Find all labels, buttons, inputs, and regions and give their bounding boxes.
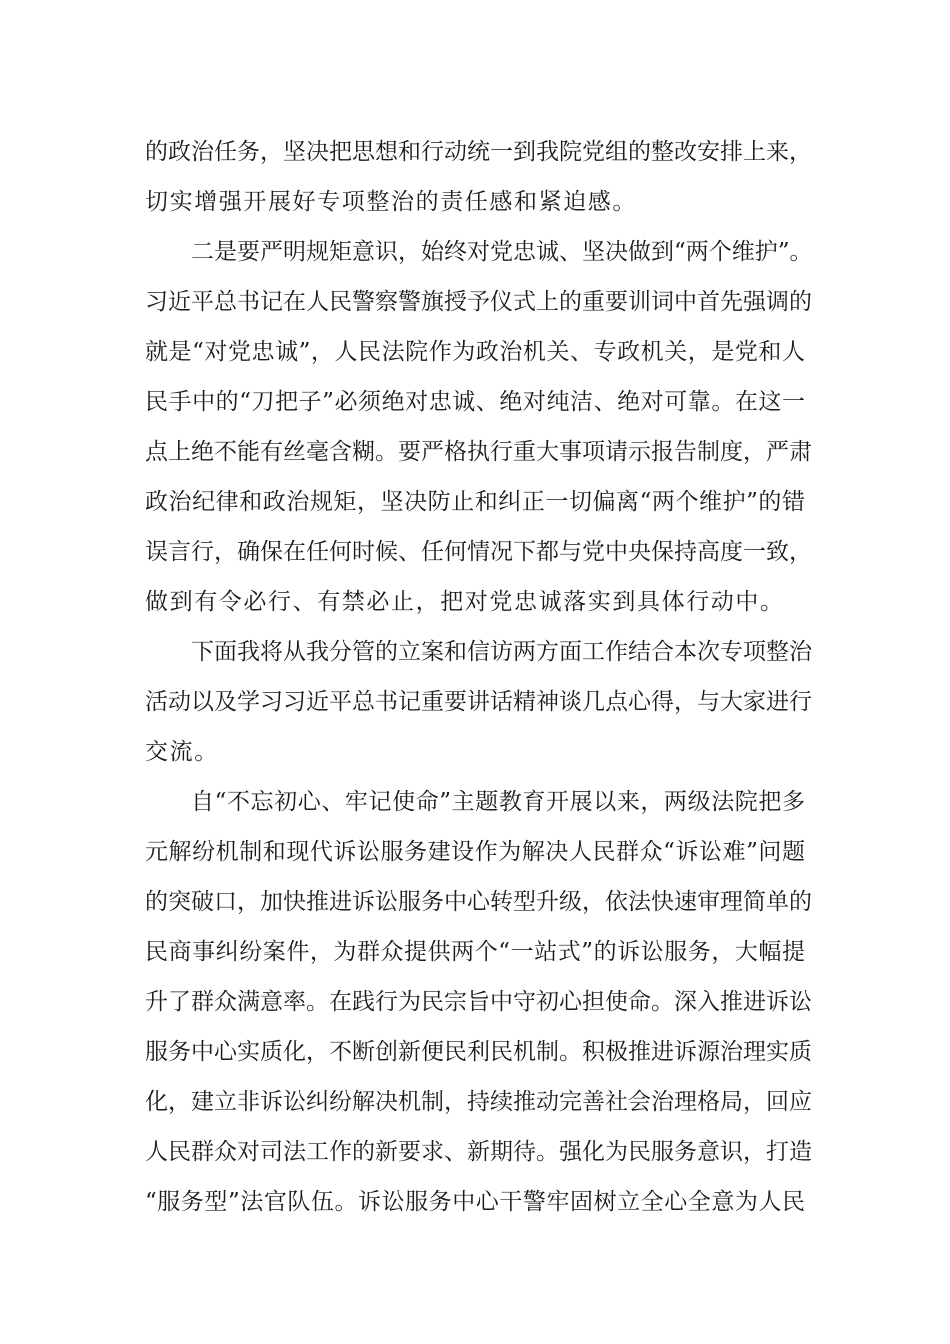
text-line: 政治纪律和政治规矩，坚决防止和纠正一切偏离“两个维护”的错 bbox=[145, 489, 805, 515]
text-line: 的政治任务，坚决把思想和行动统一到我院党组的整改安排上来， bbox=[145, 139, 812, 165]
text-line: 化，建立非诉讼纠纷解决机制，持续推动完善社会治理格局，回应 bbox=[145, 1089, 812, 1115]
text-line: 元解纷机制和现代诉讼服务建设作为解决人民群众“诉讼难”问题 bbox=[145, 839, 805, 865]
text-line: 自“不忘初心、牢记使命”主题教育开展以来，两级法院把多 bbox=[191, 789, 805, 815]
text-line: 民手中的“刀把子”必须绝对忠诚、绝对纯洁、绝对可靠。在这一 bbox=[145, 389, 805, 415]
text-line: 民商事纠纷案件，为群众提供两个“一站式”的诉讼服务，大幅提 bbox=[145, 939, 805, 965]
text-line: 人民群众对司法工作的新要求、新期待。强化为民服务意识，打造 bbox=[145, 1139, 812, 1165]
text-line: 就是“对党忠诚”，人民法院作为政治机关、专政机关，是党和人 bbox=[145, 339, 805, 365]
text-line: 习近平总书记在人民警察警旗授予仪式上的重要训词中首先强调的 bbox=[145, 289, 812, 315]
text-line: 活动以及学习习近平总书记重要讲话精神谈几点心得，与大家进行 bbox=[145, 689, 812, 715]
text-line: 误言行，确保在任何时候、任何情况下都与党中央保持高度一致， bbox=[145, 539, 812, 565]
text-line: 切实增强开展好专项整治的责任感和紧迫感。 bbox=[145, 189, 637, 215]
text-line: 服务中心实质化，不断创新便民利民机制。积极推进诉源治理实质 bbox=[145, 1039, 812, 1065]
text-line: 的突破口，加快推进诉讼服务中心转型升级，依法快速审理简单的 bbox=[145, 889, 812, 915]
text-line: 交流。 bbox=[145, 739, 219, 765]
text-line: “服务型”法官队伍。诉讼服务中心干警牢固树立全心全意为人民 bbox=[145, 1189, 805, 1215]
text-line: 下面我将从我分管的立案和信访两方面工作结合本次专项整治 bbox=[191, 639, 812, 665]
text-line: 二是要严明规矩意识，始终对党忠诚、坚决做到“两个维护”。 bbox=[191, 239, 813, 265]
text-line: 做到有令必行、有禁必止，把对党忠诚落实到具体行动中。 bbox=[145, 589, 785, 615]
text-line: 升了群众满意率。在践行为民宗旨中守初心担使命。深入推进诉讼 bbox=[145, 989, 812, 1015]
text-line: 点上绝不能有丝毫含糊。要严格执行重大事项请示报告制度，严肃 bbox=[145, 439, 812, 465]
